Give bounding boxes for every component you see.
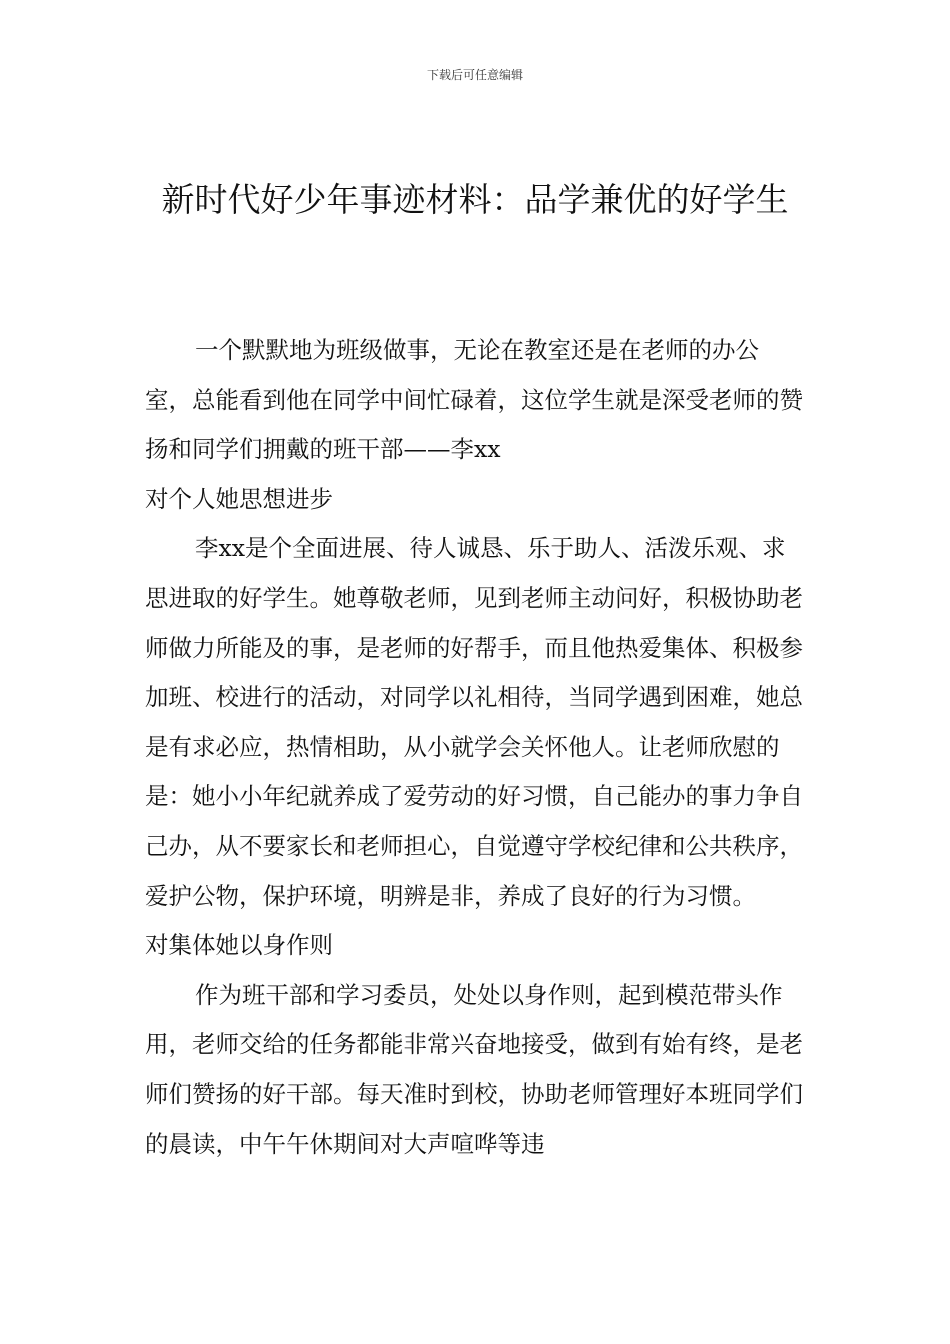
paragraph-intro: 一个默默地为班级做事，无论在教室还是在老师的办公室，总能看到他在同学中间忙碌着，这位学生就是深受老师的赞扬和同学们拥戴的班干部——李xx [145, 336, 803, 464]
section-heading-collective: 对集体她以身作则 [145, 931, 333, 960]
paragraph-collective: 作为班干部和学习委员，处处以身作则，起到模范带头作用，老师交给的任务都能非常兴奋地接受，做到有始有终，是老师们赞扬的好干部。每天准时到校，协助老师管理好本班同学们的晨读，中午午休期间对大声喧哗等违 [145, 980, 803, 1158]
header-note: 下载后可任意编辑 [426, 68, 523, 82]
section-heading-personal: 对个人她思想进步 [145, 484, 333, 513]
document-title: 新时代好少年事迹材料：品学兼优的好学生 [161, 180, 789, 219]
paragraph-personal: 李xx是个全面进展、待人诚恳、乐于助人、活泼乐观、求思进取的好学生。她尊敬老师，见到老师主动问好，积极协助老师做力所能及的事，是老师的好帮手，而且他热爱集体、积极参加班、校进行的活动，对同学以礼相待，当同学遇到困难，她总是有求必应，热情相助，从小就学会关怀他人。让老师欣慰的是：她小小年纪就养成了爱劳动的好习惯，自己能办的事力争自己办，从不要家长和老师担心，自觉遵守学校纪律和公共秩序，爱护公物，保护环境，明辨是非，养成了良好的行为习惯。 [145, 534, 803, 910]
document-body [145, 326, 805, 1169]
